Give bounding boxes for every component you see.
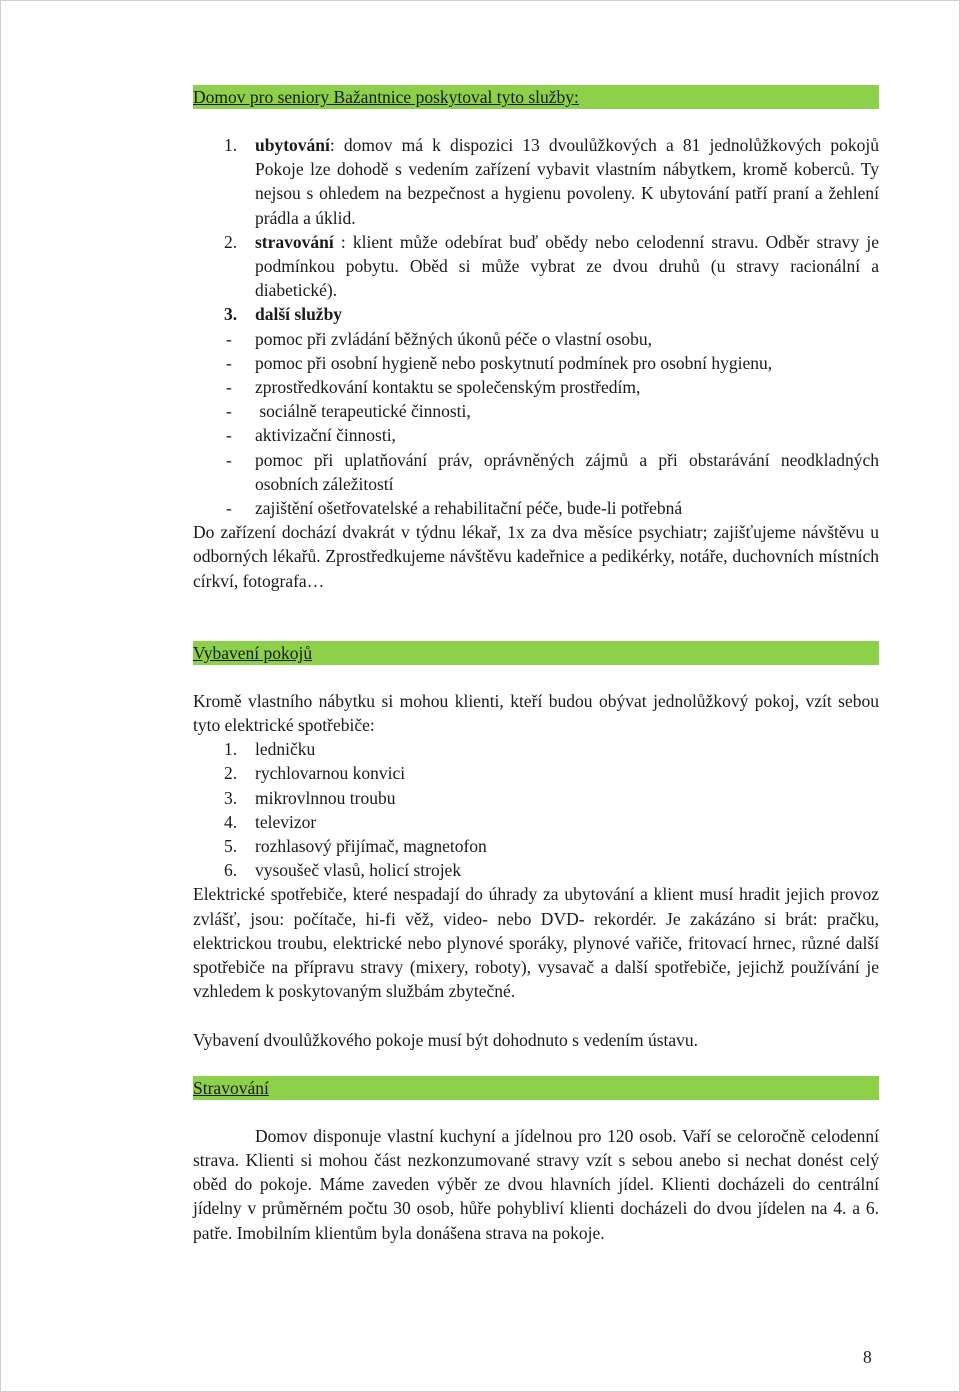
section-heading-room-equipment: Vybavení pokojů xyxy=(193,641,879,665)
service-list-item: - zprostředkování kontaktu se společenským prostředím, xyxy=(226,377,641,398)
paragraph-equipment-intro: Kromě vlastního nábytku si mohou klienti, kteří budou obývat jednolůžkový pokoj, vzít sebou tyto elektrické spotřebiče: xyxy=(193,690,879,736)
appliance-item: 5. rozhlasový přijímač, magnetofon xyxy=(224,836,487,857)
service-list-item: - aktivizační činnosti, xyxy=(226,425,396,446)
appliance-item: 3. mikrovlnnou troubu xyxy=(224,787,396,808)
paragraph-double-room: Vybavení dvoulůžkového pokoje musí být dohodnuto s vedením ústavu. xyxy=(193,1029,699,1050)
section-heading-services: Domov pro seniory Bažantnice poskytoval tyto služby: xyxy=(193,85,879,109)
page-number: 8 xyxy=(863,1347,872,1367)
service-list-item: - sociálně terapeutické činnosti, xyxy=(226,401,471,422)
service-item-meals: 2. stravování : klient může odebírat buď obědy nebo celodenní stravu. Odběr stravy je podmínkou pobytu. Oběd si může vybrat ze dvou druhů (u stravy racionální a diabetické). xyxy=(224,231,879,301)
service-list-item: - pomoc při zvládání běžných úkonů péče o vlastní osobu, xyxy=(226,328,653,349)
appliance-item: 2. rychlovarnou konvici xyxy=(224,763,406,784)
appliance-item: 6. vysoušeč vlasů, holicí strojek xyxy=(224,860,462,881)
section-heading-meals: Stravování xyxy=(193,1076,879,1100)
paragraph-meals: Domov disponuje vlastní kuchyní a jídelnou pro 120 osob. Vaří se celoročně celodenní strava. Klienti si mohou část nezkonzumované stravy vzít s sebou anebo si nechat donést celý oběd do pokoje. Máme zaveden výběr ze dvou hlavních jídel. Klienti docházeli do centrální jídelny v průměrném počtu 30 osob, hůře pohybliví klienti docházeli do dvou jídelen na 4. a 6. patře. Imobilním klientům byla donášena strava na pokoje. xyxy=(193,1125,879,1243)
paragraph-visits: Do zařízení dochází dvakrát v týdnu lékař, 1x za dva měsíce psychiatr; zajišťujeme návštěvu u odborných lékařů. Zprostředkujeme návštěvu kadeřnice a pedikérky, notáře, duchovních místních církví, fotografa… xyxy=(193,522,879,591)
service-list-item: - pomoc při osobní hygieně nebo poskytnutí podmínek pro osobní hygienu, xyxy=(226,352,773,373)
service-list-item: - zajištění ošetřovatelské a rehabilitační péče, bude-li potřebná xyxy=(226,498,683,519)
service-item-accommodation: 1. ubytování: domov má k dispozici 13 dvoulůžkových a 81 jednolůžkových pokojů Pokoje lze dohodě s vedením zařízení vybavit vlastním nábytkem, kromě koberců. Ty nejsou s ohledem na bezpečnost a hygienu povoleny. K ubytování patří praní a žehlení prádla a úklid. xyxy=(224,135,879,228)
appliance-item: 1. ledničku xyxy=(224,739,316,760)
page-content xyxy=(193,85,879,1245)
service-list-item: - pomoc při uplatňování práv, oprávněných zájmů a při obstarávání neodkladných osobních záležitostí xyxy=(226,449,879,494)
paragraph-appliance-rules: Elektrické spotřebiče, které nespadají do úhrady za ubytování a klient musí hradit jejich provoz zvlášť, jsou: počítače, hi-fi věž, video- nebo DVD- rekordér. Je zakázáno si brát: pračku, elektrickou troubu, elektrické nebo plynové sporáky, plynové vařiče, fritovací hrnec, různé další spotřebiče na přípravu stravy (mixery, roboty), vysavač a další spotřebiče, jejichž používání je vzhledem k poskytovaným službám zbytečné. xyxy=(193,884,879,1002)
appliance-item: 4. televizor xyxy=(224,811,317,832)
service-item-other: 3. další služby xyxy=(224,304,343,325)
